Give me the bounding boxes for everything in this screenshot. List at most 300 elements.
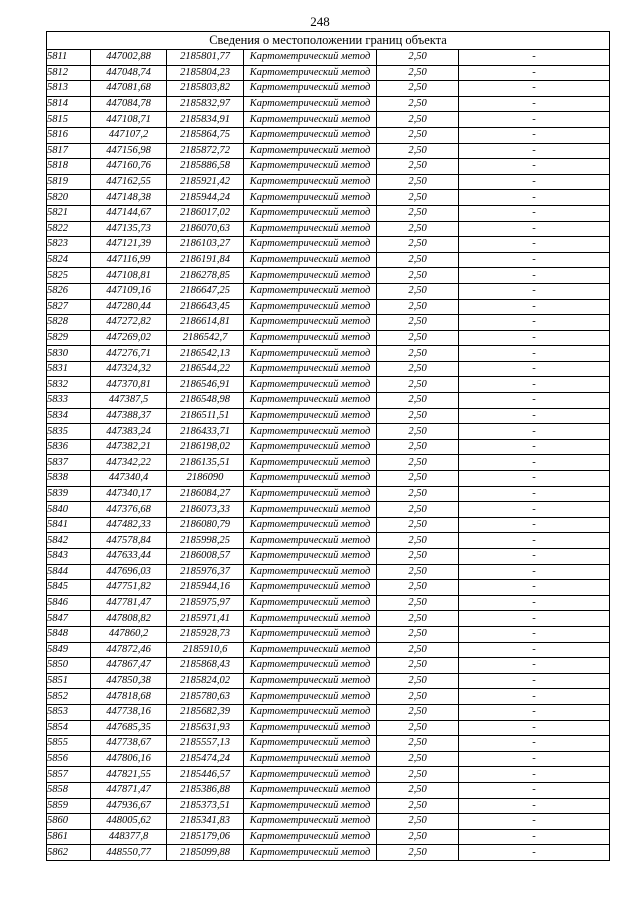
table-row	[47, 439, 610, 455]
x-coordinate-cell: 447633,44	[91, 549, 167, 565]
point-number-cell: 5842	[47, 533, 91, 549]
y-coordinate-cell: 2185341,83	[167, 814, 244, 830]
point-number-cell: 5833	[47, 393, 91, 409]
error-cell: 2,50	[377, 580, 459, 596]
method-cell: Картометрический метод	[244, 673, 377, 689]
error-cell: 2,50	[377, 611, 459, 627]
error-cell: 2,50	[377, 127, 459, 143]
description-cell: -	[459, 237, 610, 253]
page-number: 248	[310, 14, 330, 29]
y-coordinate-cell: 2185631,93	[167, 720, 244, 736]
y-coordinate-cell: 2185998,25	[167, 533, 244, 549]
y-coordinate-cell: 2185099,88	[167, 845, 244, 861]
x-coordinate-cell: 447850,38	[91, 673, 167, 689]
y-coordinate-cell: 2186198,02	[167, 439, 244, 455]
x-coordinate-cell: 447860,2	[91, 626, 167, 642]
table-row	[47, 237, 610, 253]
y-coordinate-cell: 2185824,02	[167, 673, 244, 689]
point-number-cell: 5813	[47, 81, 91, 97]
x-coordinate-cell: 447269,02	[91, 330, 167, 346]
table-row	[47, 205, 610, 221]
method-cell: Картометрический метод	[244, 611, 377, 627]
y-coordinate-cell: 2186542,7	[167, 330, 244, 346]
x-coordinate-cell: 447872,46	[91, 642, 167, 658]
table-row	[47, 361, 610, 377]
description-cell: -	[459, 829, 610, 845]
description-cell: -	[459, 252, 610, 268]
description-cell: -	[459, 408, 610, 424]
description-cell: -	[459, 611, 610, 627]
y-coordinate-cell: 2186135,51	[167, 455, 244, 471]
method-cell: Картометрический метод	[244, 720, 377, 736]
x-coordinate-cell: 447370,81	[91, 377, 167, 393]
method-cell: Картометрический метод	[244, 704, 377, 720]
y-coordinate-cell: 2185944,24	[167, 190, 244, 206]
table-row	[47, 549, 610, 565]
error-cell: 2,50	[377, 814, 459, 830]
error-cell: 2,50	[377, 330, 459, 346]
description-cell: -	[459, 782, 610, 798]
y-coordinate-cell: 2186070,63	[167, 221, 244, 237]
error-cell: 2,50	[377, 221, 459, 237]
table-row	[47, 845, 610, 861]
x-coordinate-cell: 447936,67	[91, 798, 167, 814]
method-cell: Картометрический метод	[244, 315, 377, 331]
error-cell: 2,50	[377, 517, 459, 533]
x-coordinate-cell: 447482,33	[91, 517, 167, 533]
point-number-cell: 5853	[47, 704, 91, 720]
description-cell: -	[459, 580, 610, 596]
description-cell: -	[459, 439, 610, 455]
description-cell: -	[459, 502, 610, 518]
y-coordinate-cell: 2185864,75	[167, 127, 244, 143]
method-cell: Картометрический метод	[244, 377, 377, 393]
error-cell: 2,50	[377, 455, 459, 471]
description-cell: -	[459, 767, 610, 783]
table-row	[47, 377, 610, 393]
point-number-cell: 5829	[47, 330, 91, 346]
description-cell: -	[459, 689, 610, 705]
description-cell: -	[459, 736, 610, 752]
method-cell: Картометрический метод	[244, 346, 377, 362]
method-cell: Картометрический метод	[244, 580, 377, 596]
error-cell: 2,50	[377, 486, 459, 502]
x-coordinate-cell: 447108,71	[91, 112, 167, 128]
method-cell: Картометрический метод	[244, 736, 377, 752]
point-number-cell: 5849	[47, 642, 91, 658]
x-coordinate-cell: 447107,2	[91, 127, 167, 143]
description-cell: -	[459, 190, 610, 206]
x-coordinate-cell: 447084,78	[91, 96, 167, 112]
method-cell: Картометрический метод	[244, 689, 377, 705]
point-number-cell: 5846	[47, 595, 91, 611]
y-coordinate-cell: 2186647,25	[167, 283, 244, 299]
method-cell: Картометрический метод	[244, 517, 377, 533]
method-cell: Картометрический метод	[244, 112, 377, 128]
table-body	[47, 50, 610, 861]
y-coordinate-cell: 2185801,77	[167, 50, 244, 66]
y-coordinate-cell: 2185780,63	[167, 689, 244, 705]
description-cell: -	[459, 96, 610, 112]
error-cell: 2,50	[377, 361, 459, 377]
point-number-cell: 5855	[47, 736, 91, 752]
method-cell: Картометрический метод	[244, 471, 377, 487]
description-cell: -	[459, 658, 610, 674]
point-number-cell: 5818	[47, 159, 91, 175]
point-number-cell: 5847	[47, 611, 91, 627]
description-cell: -	[459, 81, 610, 97]
table-row	[47, 65, 610, 81]
point-number-cell: 5854	[47, 720, 91, 736]
description-cell: -	[459, 283, 610, 299]
method-cell: Картометрический метод	[244, 626, 377, 642]
description-cell: -	[459, 845, 610, 861]
error-cell: 2,50	[377, 549, 459, 565]
x-coordinate-cell: 447156,98	[91, 143, 167, 159]
error-cell: 2,50	[377, 377, 459, 393]
x-coordinate-cell: 447806,16	[91, 751, 167, 767]
error-cell: 2,50	[377, 393, 459, 409]
x-coordinate-cell: 447696,03	[91, 564, 167, 580]
point-number-cell: 5823	[47, 237, 91, 253]
x-coordinate-cell: 447578,84	[91, 533, 167, 549]
method-cell: Картометрический метод	[244, 767, 377, 783]
description-cell: -	[459, 143, 610, 159]
table-row	[47, 50, 610, 66]
table-row	[47, 611, 610, 627]
point-number-cell: 5848	[47, 626, 91, 642]
y-coordinate-cell: 2186080,79	[167, 517, 244, 533]
error-cell: 2,50	[377, 720, 459, 736]
y-coordinate-cell: 2185910,6	[167, 642, 244, 658]
method-cell: Картометрический метод	[244, 751, 377, 767]
table-row	[47, 658, 610, 674]
table-row	[47, 767, 610, 783]
error-cell: 2,50	[377, 658, 459, 674]
point-number-cell: 5822	[47, 221, 91, 237]
method-cell: Картометрический метод	[244, 549, 377, 565]
point-number-cell: 5839	[47, 486, 91, 502]
y-coordinate-cell: 2185928,73	[167, 626, 244, 642]
error-cell: 2,50	[377, 159, 459, 175]
description-cell: -	[459, 486, 610, 502]
description-cell: -	[459, 159, 610, 175]
point-number-cell: 5815	[47, 112, 91, 128]
method-cell: Картометрический метод	[244, 330, 377, 346]
error-cell: 2,50	[377, 751, 459, 767]
description-cell: -	[459, 424, 610, 440]
y-coordinate-cell: 2185804,23	[167, 65, 244, 81]
y-coordinate-cell: 2185386,88	[167, 782, 244, 798]
error-cell: 2,50	[377, 205, 459, 221]
y-coordinate-cell: 2186103,27	[167, 237, 244, 253]
point-number-cell: 5852	[47, 689, 91, 705]
point-number-cell: 5814	[47, 96, 91, 112]
error-cell: 2,50	[377, 96, 459, 112]
x-coordinate-cell: 447160,76	[91, 159, 167, 175]
y-coordinate-cell: 2186084,27	[167, 486, 244, 502]
table-row	[47, 798, 610, 814]
y-coordinate-cell: 2186191,84	[167, 252, 244, 268]
point-number-cell: 5836	[47, 439, 91, 455]
description-cell: -	[459, 174, 610, 190]
x-coordinate-cell: 447685,35	[91, 720, 167, 736]
table-row	[47, 720, 610, 736]
method-cell: Картометрический метод	[244, 502, 377, 518]
table-row	[47, 346, 610, 362]
x-coordinate-cell: 447376,68	[91, 502, 167, 518]
x-coordinate-cell: 447821,55	[91, 767, 167, 783]
point-number-cell: 5824	[47, 252, 91, 268]
error-cell: 2,50	[377, 237, 459, 253]
table-row	[47, 704, 610, 720]
point-number-cell: 5816	[47, 127, 91, 143]
method-cell: Картометрический метод	[244, 658, 377, 674]
boundary-coordinates-table	[46, 31, 610, 861]
x-coordinate-cell: 447871,47	[91, 782, 167, 798]
table-row	[47, 673, 610, 689]
table-row	[47, 393, 610, 409]
method-cell: Картометрический метод	[244, 50, 377, 66]
method-cell: Картометрический метод	[244, 65, 377, 81]
error-cell: 2,50	[377, 50, 459, 66]
x-coordinate-cell: 447276,71	[91, 346, 167, 362]
table-row	[47, 580, 610, 596]
x-coordinate-cell: 447382,21	[91, 439, 167, 455]
method-cell: Картометрический метод	[244, 814, 377, 830]
table-row	[47, 159, 610, 175]
error-cell: 2,50	[377, 798, 459, 814]
error-cell: 2,50	[377, 315, 459, 331]
x-coordinate-cell: 448377,8	[91, 829, 167, 845]
x-coordinate-cell: 447342,22	[91, 455, 167, 471]
x-coordinate-cell: 447340,4	[91, 471, 167, 487]
y-coordinate-cell: 2186433,71	[167, 424, 244, 440]
x-coordinate-cell: 447324,32	[91, 361, 167, 377]
point-number-cell: 5851	[47, 673, 91, 689]
table-row	[47, 127, 610, 143]
x-coordinate-cell: 447781,47	[91, 595, 167, 611]
description-cell: -	[459, 642, 610, 658]
point-number-cell: 5827	[47, 299, 91, 315]
x-coordinate-cell: 447121,39	[91, 237, 167, 253]
table-row	[47, 299, 610, 315]
point-number-cell: 5862	[47, 845, 91, 861]
y-coordinate-cell: 2185886,58	[167, 159, 244, 175]
error-cell: 2,50	[377, 174, 459, 190]
method-cell: Картометрический метод	[244, 798, 377, 814]
method-cell: Картометрический метод	[244, 221, 377, 237]
description-cell: -	[459, 377, 610, 393]
point-number-cell: 5859	[47, 798, 91, 814]
error-cell: 2,50	[377, 689, 459, 705]
table-row	[47, 455, 610, 471]
method-cell: Картометрический метод	[244, 829, 377, 845]
x-coordinate-cell: 447387,5	[91, 393, 167, 409]
description-cell: -	[459, 720, 610, 736]
point-number-cell: 5811	[47, 50, 91, 66]
x-coordinate-cell: 447280,44	[91, 299, 167, 315]
point-number-cell: 5840	[47, 502, 91, 518]
error-cell: 2,50	[377, 81, 459, 97]
table-row	[47, 315, 610, 331]
method-cell: Картометрический метод	[244, 361, 377, 377]
x-coordinate-cell: 447162,55	[91, 174, 167, 190]
error-cell: 2,50	[377, 829, 459, 845]
y-coordinate-cell: 2186511,51	[167, 408, 244, 424]
method-cell: Картометрический метод	[244, 143, 377, 159]
method-cell: Картометрический метод	[244, 595, 377, 611]
error-cell: 2,50	[377, 673, 459, 689]
method-cell: Картометрический метод	[244, 283, 377, 299]
method-cell: Картометрический метод	[244, 564, 377, 580]
method-cell: Картометрический метод	[244, 299, 377, 315]
point-number-cell: 5858	[47, 782, 91, 798]
error-cell: 2,50	[377, 564, 459, 580]
point-number-cell: 5857	[47, 767, 91, 783]
table-row	[47, 829, 610, 845]
x-coordinate-cell: 447738,16	[91, 704, 167, 720]
description-cell: -	[459, 205, 610, 221]
point-number-cell: 5837	[47, 455, 91, 471]
description-cell: -	[459, 814, 610, 830]
point-number-cell: 5835	[47, 424, 91, 440]
y-coordinate-cell: 2186008,57	[167, 549, 244, 565]
table-row	[47, 268, 610, 284]
table-row	[47, 174, 610, 190]
y-coordinate-cell: 2185834,91	[167, 112, 244, 128]
error-cell: 2,50	[377, 502, 459, 518]
point-number-cell: 5860	[47, 814, 91, 830]
method-cell: Картометрический метод	[244, 486, 377, 502]
description-cell: -	[459, 346, 610, 362]
description-cell: -	[459, 361, 610, 377]
description-cell: -	[459, 673, 610, 689]
point-number-cell: 5844	[47, 564, 91, 580]
description-cell: -	[459, 127, 610, 143]
description-cell: -	[459, 315, 610, 331]
y-coordinate-cell: 2186542,13	[167, 346, 244, 362]
table-row	[47, 252, 610, 268]
x-coordinate-cell: 447738,67	[91, 736, 167, 752]
x-coordinate-cell: 447383,24	[91, 424, 167, 440]
error-cell: 2,50	[377, 533, 459, 549]
y-coordinate-cell: 2186278,85	[167, 268, 244, 284]
x-coordinate-cell: 447148,38	[91, 190, 167, 206]
error-cell: 2,50	[377, 782, 459, 798]
y-coordinate-cell: 2185474,24	[167, 751, 244, 767]
y-coordinate-cell: 2185682,39	[167, 704, 244, 720]
y-coordinate-cell: 2185976,37	[167, 564, 244, 580]
method-cell: Картометрический метод	[244, 408, 377, 424]
y-coordinate-cell: 2185971,41	[167, 611, 244, 627]
point-number-cell: 5819	[47, 174, 91, 190]
description-cell: -	[459, 299, 610, 315]
x-coordinate-cell: 447048,74	[91, 65, 167, 81]
description-cell: -	[459, 626, 610, 642]
error-cell: 2,50	[377, 424, 459, 440]
error-cell: 2,50	[377, 283, 459, 299]
description-cell: -	[459, 455, 610, 471]
x-coordinate-cell: 447867,47	[91, 658, 167, 674]
error-cell: 2,50	[377, 845, 459, 861]
table-title-row	[47, 32, 610, 50]
table-row	[47, 330, 610, 346]
description-cell: -	[459, 564, 610, 580]
point-number-cell: 5820	[47, 190, 91, 206]
error-cell: 2,50	[377, 268, 459, 284]
table-row	[47, 486, 610, 502]
point-number-cell: 5834	[47, 408, 91, 424]
x-coordinate-cell: 447808,82	[91, 611, 167, 627]
table-row	[47, 642, 610, 658]
y-coordinate-cell: 2186017,02	[167, 205, 244, 221]
error-cell: 2,50	[377, 252, 459, 268]
method-cell: Картометрический метод	[244, 174, 377, 190]
method-cell: Картометрический метод	[244, 439, 377, 455]
point-number-cell: 5812	[47, 65, 91, 81]
error-cell: 2,50	[377, 626, 459, 642]
y-coordinate-cell: 2186546,91	[167, 377, 244, 393]
method-cell: Картометрический метод	[244, 81, 377, 97]
method-cell: Картометрический метод	[244, 393, 377, 409]
y-coordinate-cell: 2185975,97	[167, 595, 244, 611]
description-cell: -	[459, 50, 610, 66]
x-coordinate-cell: 447388,37	[91, 408, 167, 424]
point-number-cell: 5832	[47, 377, 91, 393]
point-number-cell: 5861	[47, 829, 91, 845]
description-cell: -	[459, 533, 610, 549]
description-cell: -	[459, 393, 610, 409]
method-cell: Картометрический метод	[244, 845, 377, 861]
description-cell: -	[459, 65, 610, 81]
table-row	[47, 112, 610, 128]
x-coordinate-cell: 448550,77	[91, 845, 167, 861]
x-coordinate-cell: 447340,17	[91, 486, 167, 502]
table-row	[47, 814, 610, 830]
point-number-cell: 5821	[47, 205, 91, 221]
x-coordinate-cell: 447081,68	[91, 81, 167, 97]
error-cell: 2,50	[377, 112, 459, 128]
y-coordinate-cell: 2186643,45	[167, 299, 244, 315]
error-cell: 2,50	[377, 65, 459, 81]
point-number-cell: 5828	[47, 315, 91, 331]
x-coordinate-cell: 447108,81	[91, 268, 167, 284]
description-cell: -	[459, 751, 610, 767]
table-row	[47, 751, 610, 767]
description-cell: -	[459, 112, 610, 128]
method-cell: Картометрический метод	[244, 455, 377, 471]
error-cell: 2,50	[377, 704, 459, 720]
description-cell: -	[459, 517, 610, 533]
table-row	[47, 408, 610, 424]
point-number-cell: 5831	[47, 361, 91, 377]
y-coordinate-cell: 2185179,06	[167, 829, 244, 845]
x-coordinate-cell: 447144,67	[91, 205, 167, 221]
table-row	[47, 283, 610, 299]
error-cell: 2,50	[377, 642, 459, 658]
y-coordinate-cell: 2185921,42	[167, 174, 244, 190]
error-cell: 2,50	[377, 143, 459, 159]
point-number-cell: 5826	[47, 283, 91, 299]
table-row	[47, 626, 610, 642]
description-cell: -	[459, 549, 610, 565]
y-coordinate-cell: 2185803,82	[167, 81, 244, 97]
point-number-cell: 5825	[47, 268, 91, 284]
x-coordinate-cell: 447116,99	[91, 252, 167, 268]
description-cell: -	[459, 595, 610, 611]
description-cell: -	[459, 798, 610, 814]
